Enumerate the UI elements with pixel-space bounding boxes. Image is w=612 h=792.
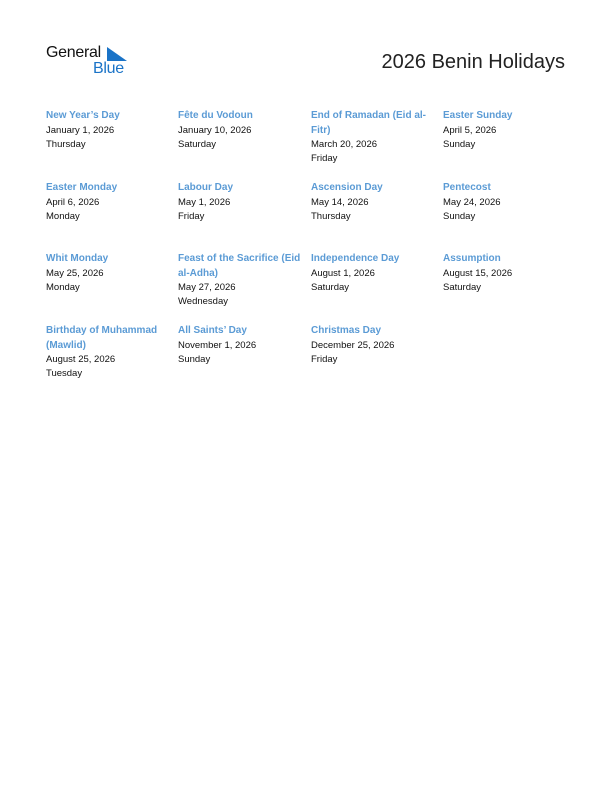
logo-word-general: General bbox=[46, 44, 101, 61]
holiday-weekday: Thursday bbox=[311, 210, 351, 222]
holiday-item bbox=[311, 252, 437, 295]
holiday-weekday: Friday bbox=[311, 353, 338, 365]
logo-word-blue: Blue bbox=[93, 60, 124, 77]
brand-logo bbox=[46, 44, 136, 80]
holiday-item bbox=[46, 252, 172, 295]
holiday-weekday: Monday bbox=[46, 210, 80, 222]
holiday-weekday: Saturday bbox=[443, 281, 482, 293]
holiday-item bbox=[443, 109, 569, 152]
holiday-weekday: Saturday bbox=[178, 138, 217, 150]
holiday-name: Easter Sunday bbox=[443, 110, 513, 121]
holiday-name: New Year’s Day bbox=[46, 110, 120, 121]
holiday-date: April 5, 2026 bbox=[443, 124, 497, 136]
holiday-date: May 14, 2026 bbox=[311, 196, 369, 208]
holiday-date: January 10, 2026 bbox=[178, 124, 252, 136]
holiday-item bbox=[311, 324, 437, 367]
holiday-date: November 1, 2026 bbox=[178, 339, 257, 351]
holiday-date: August 15, 2026 bbox=[443, 267, 513, 279]
holiday-name: Labour Day bbox=[178, 182, 234, 193]
holiday-name: Birthday of Muhammad (Mawlid) bbox=[46, 325, 158, 351]
logo-triangle-icon bbox=[107, 47, 127, 61]
holiday-date: August 1, 2026 bbox=[311, 267, 375, 279]
holiday-weekday: Monday bbox=[46, 281, 80, 293]
holiday-item bbox=[46, 324, 172, 381]
holiday-item bbox=[178, 109, 304, 152]
holiday-weekday: Tuesday bbox=[46, 368, 83, 379]
holiday-name: Feast of the Sacrifice (Eid al-Adha) bbox=[178, 253, 301, 279]
holiday-date: May 25, 2026 bbox=[46, 267, 104, 279]
holiday-item bbox=[443, 252, 569, 295]
holiday-item bbox=[311, 181, 437, 224]
holiday-name: Christmas Day bbox=[311, 325, 382, 336]
holiday-name: Assumption bbox=[443, 253, 501, 264]
holiday-weekday: Saturday bbox=[311, 281, 350, 293]
holiday-item bbox=[443, 181, 569, 224]
holiday-item bbox=[178, 252, 304, 309]
holiday-weekday: Sunday bbox=[443, 210, 476, 222]
holiday-date: March 20, 2026 bbox=[311, 139, 378, 150]
holiday-weekday: Sunday bbox=[443, 138, 476, 150]
holiday-item bbox=[178, 181, 304, 224]
holiday-name: Independence Day bbox=[311, 253, 400, 264]
holiday-weekday: Friday bbox=[311, 153, 338, 164]
holiday-date: April 6, 2026 bbox=[46, 196, 100, 208]
holiday-date: January 1, 2026 bbox=[46, 124, 115, 136]
holiday-name: Whit Monday bbox=[46, 253, 109, 264]
holiday-date: May 27, 2026 bbox=[178, 282, 236, 293]
holiday-item bbox=[178, 324, 304, 367]
holiday-name: All Saints’ Day bbox=[178, 325, 247, 336]
holiday-weekday: Sunday bbox=[178, 353, 211, 365]
holiday-date: May 24, 2026 bbox=[443, 196, 501, 208]
holiday-item bbox=[46, 109, 172, 152]
holiday-weekday: Friday bbox=[178, 210, 205, 222]
holiday-name: End of Ramadan (Eid al-Fitr) bbox=[311, 110, 427, 136]
holiday-date: August 25, 2026 bbox=[46, 354, 116, 365]
holiday-name: Fête du Vodoun bbox=[178, 110, 253, 121]
holiday-name: Pentecost bbox=[443, 182, 491, 193]
holiday-item bbox=[311, 109, 437, 166]
holiday-date: December 25, 2026 bbox=[311, 339, 395, 351]
page-title: 2026 Benin Holidays bbox=[381, 51, 565, 73]
holiday-weekday: Thursday bbox=[46, 138, 86, 150]
holiday-weekday: Wednesday bbox=[178, 296, 228, 307]
holiday-item bbox=[46, 181, 172, 224]
holiday-name: Easter Monday bbox=[46, 182, 118, 193]
holiday-name: Ascension Day bbox=[311, 182, 383, 193]
holiday-date: May 1, 2026 bbox=[178, 196, 231, 208]
